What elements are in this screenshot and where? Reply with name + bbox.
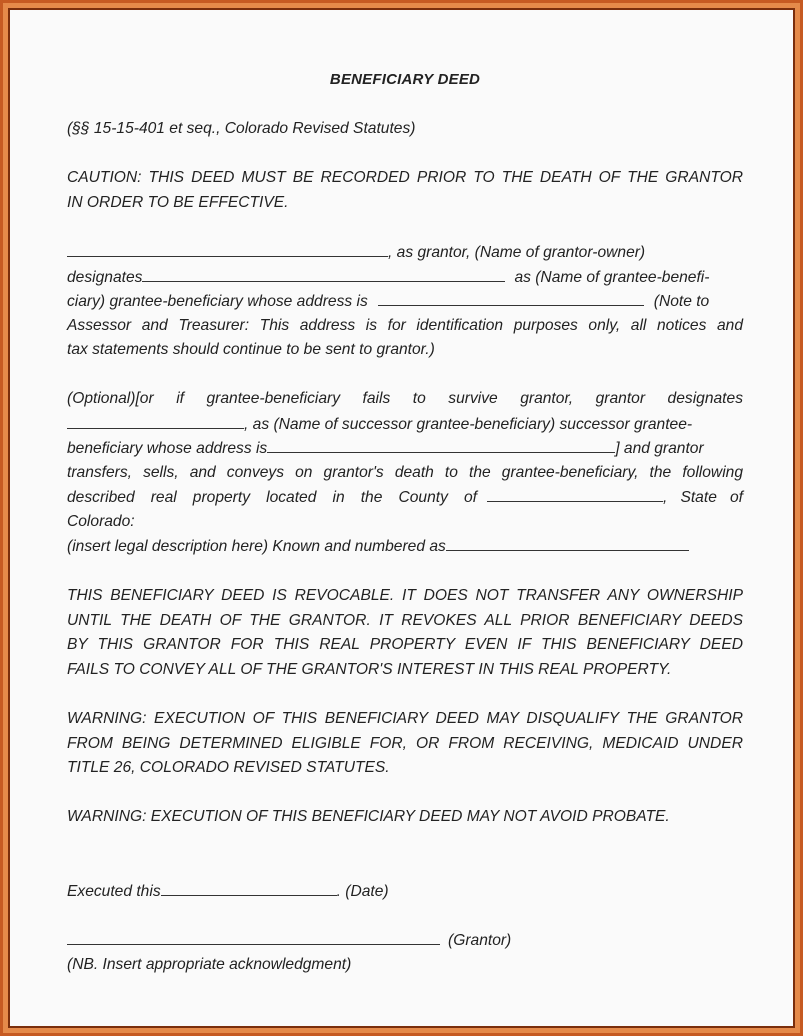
- statute-reference: [67, 117, 743, 142]
- optional-line-1: (Optional)[or if grantee-beneficiary fails to survive grantor, grantor designates: [67, 390, 743, 407]
- optional-line-2-text: , as (Name of successor grantee-beneficiary) successor grantee-: [244, 415, 693, 433]
- medicaid-line-1: WARNING: EXECUTION OF THIS BENEFICIARY DEED MAY DISQUALIFY THE GRANTOR: [67, 710, 743, 727]
- grantee-name-field[interactable]: [142, 265, 505, 282]
- grantor-line-2-prefix: designates: [67, 268, 143, 286]
- medicaid-warning: [67, 707, 743, 781]
- optional-line-7: [67, 534, 743, 559]
- grantor-signature-label: (Grantor): [448, 932, 512, 949]
- optional-line-3-prefix: beneficiary whose address is: [67, 440, 268, 457]
- optional-line-3: [67, 436, 743, 461]
- optional-line-5-suffix: , State of: [663, 489, 743, 506]
- revocable-line-1: THIS BENEFICIARY DEED IS REVOCABLE. IT DOES NOT TRANSFER ANY OWNERSHIP: [67, 587, 743, 604]
- document-title: BENEFICIARY DEED: [329, 71, 481, 88]
- optional-line-5: [67, 485, 743, 510]
- optional-line-6: Colorado:: [67, 512, 135, 530]
- grantor-paragraph: [67, 240, 743, 363]
- probate-warning: [67, 805, 743, 830]
- execution-date: [67, 879, 743, 904]
- revocable-line-4: FAILS TO CONVEY ALL OF THE GRANTOR'S INTEREST IN THIS REAL PROPERTY.: [67, 660, 672, 678]
- grantor-line-3-prefix: ciary) grantee-beneficiary whose address is: [67, 293, 368, 310]
- grantor-line-1-text: , as grantor, (Name of grantor-owner): [388, 244, 646, 261]
- optional-line-4: transfers, sells, and conveys on grantor's death to the grantee-beneficiary, the following: [67, 463, 743, 481]
- document-sheet: [8, 8, 795, 1028]
- signature-section: [67, 928, 743, 977]
- grantee-address-field[interactable]: [378, 289, 644, 306]
- executed-prefix: Executed this: [67, 883, 161, 900]
- grantor-signature-field[interactable]: [67, 928, 440, 945]
- optional-paragraph: [67, 387, 743, 559]
- caution-line-1: CAUTION: THIS DEED MUST BE RECORDED PRIOR TO THE DEATH OF THE GRANTOR: [67, 169, 743, 186]
- grantor-line-3-suffix: (Note to: [653, 293, 710, 310]
- grantor-line-2: [67, 265, 743, 290]
- known-as-field[interactable]: [446, 534, 689, 551]
- executed-suffix: . (Date): [336, 883, 389, 900]
- optional-line-2: [67, 412, 743, 437]
- county-field[interactable]: [487, 485, 663, 502]
- grantor-name-field[interactable]: [67, 240, 388, 257]
- successor-address-field[interactable]: [267, 436, 615, 453]
- optional-line-5-prefix: described real property located in the County of: [67, 489, 477, 506]
- medicaid-line-2: FROM BEING DETERMINED ELIGIBLE FOR, OR FROM RECEIVING, MEDICAID UNDER: [67, 734, 743, 752]
- execution-date-field[interactable]: [161, 879, 337, 896]
- optional-line-3-suffix: ] and grantor: [615, 440, 704, 457]
- statute-text: (§§ 15-15-401 et seq., Colorado Revised Statutes): [67, 120, 416, 137]
- grantor-line-1: [67, 240, 743, 265]
- probate-line: WARNING: EXECUTION OF THIS BENEFICIARY DEED MAY NOT AVOID PROBATE.: [67, 808, 670, 825]
- caution-line-2: IN ORDER TO BE EFFECTIVE.: [67, 193, 289, 211]
- revocable-paragraph: [67, 584, 743, 682]
- grantor-signature-line: [67, 928, 743, 953]
- successor-name-field[interactable]: [67, 412, 244, 429]
- revocable-line-2: UNTIL THE DEATH OF THE GRANTOR. IT REVOKES ALL PRIOR BENEFICIARY DEEDS: [67, 611, 743, 629]
- revocable-line-3: BY THIS GRANTOR FOR THIS REAL PROPERTY EVEN IF THIS BENEFICIARY DEED: [67, 636, 743, 653]
- medicaid-line-3: TITLE 26, COLORADO REVISED STATUTES.: [67, 759, 390, 776]
- grantor-line-2-suffix: as (Name of grantee-benefi-: [514, 268, 710, 286]
- acknowledgment-note: (NB. Insert appropriate acknowledgment): [67, 955, 352, 973]
- optional-line-7-prefix: (insert legal description here) Known and numbered as: [67, 538, 446, 555]
- grantor-line-5: tax statements should continue to be sent to grantor.): [67, 341, 435, 358]
- executed-line: [67, 879, 743, 904]
- caution-paragraph: [67, 166, 743, 215]
- grantor-line-3: [67, 289, 743, 314]
- grantor-line-4: Assessor and Treasurer: This address is for identification purposes only, all notices and: [67, 316, 743, 334]
